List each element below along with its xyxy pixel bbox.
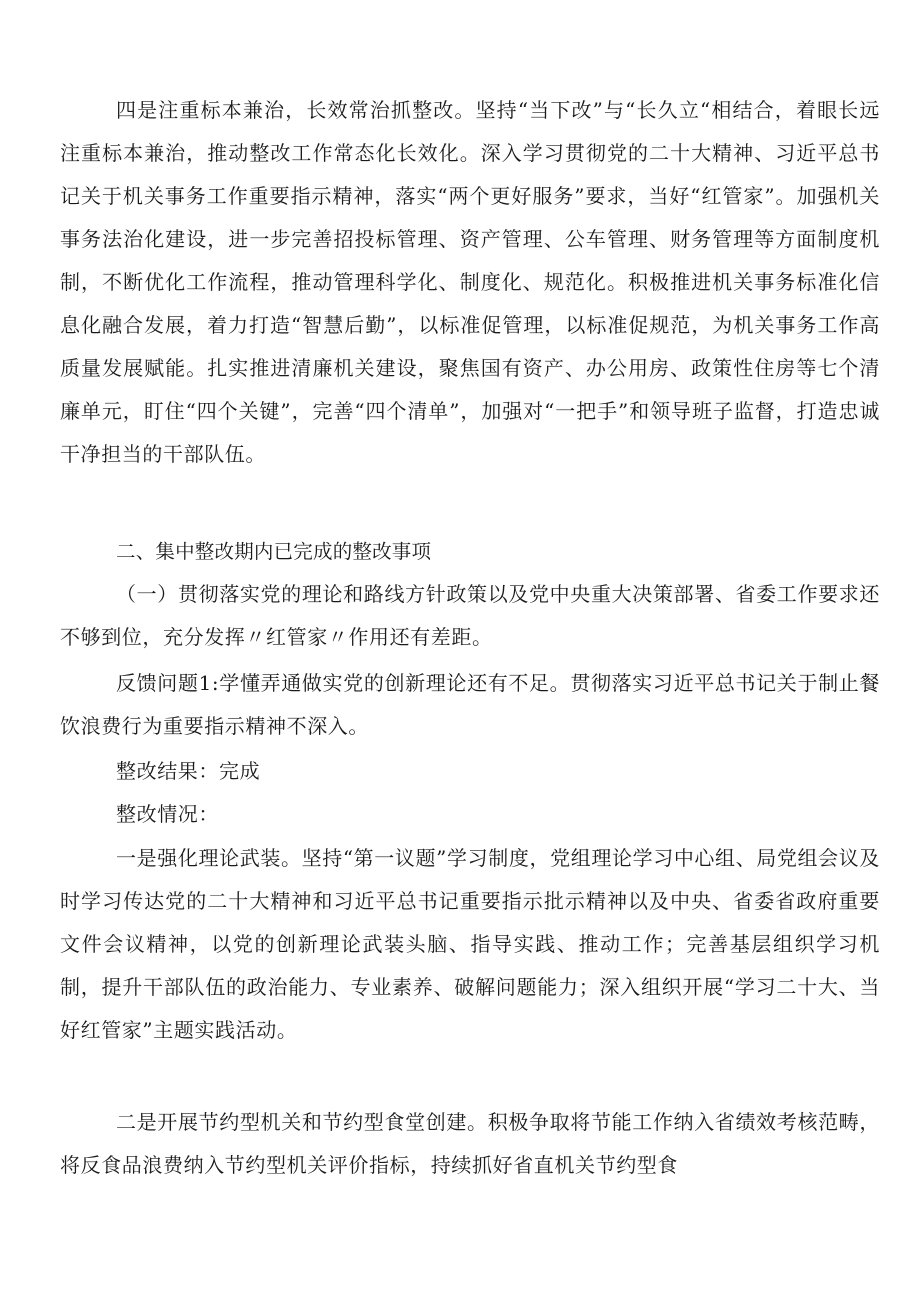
paragraph-rectification-status: 整改情况：	[116, 802, 219, 826]
paragraph-issue-category-one: （一）贯彻落实党的理论和路线方针政策以及党中央重大决策部署、省委工作要求还不够到位，充分发挥〃红管家〃作用还有差距。	[60, 582, 880, 649]
paragraph-frugal-institution: 二是开展节约型机关和节约型食堂创建。积极争取将节能工作纳入省绩效考核范畴，将反食品浪费纳入节约型机关评价指标，持续抓好省直机关节约型食	[60, 1110, 880, 1177]
paragraph-theory-armament: 一是强化理论武装。坚持“第一议题”学习制度，党组理论学习中心组、局党组会议及时学习传达党的二十大精神和习近平总书记重要指示批示精神以及中央、省委省政府重要文件会议精神，以党的创新理论武装头脑、指导实践、推动工作；完善基层组织学习机制，提升干部队伍的政治能力、专业素养、破解问题能力；深入组织开展“学习二十大、当好红管家”主题实践活动。	[60, 846, 880, 1042]
paragraph-rectification-result: 整改结果：完成	[116, 759, 261, 783]
paragraph-rectification-measures-four: 四是注重标本兼治，长效常治抓整改。坚持“当下改”与“长久立“相结合，着眼长远注重标本兼治，推动整改工作常态化长效化。深入学习贯彻党的二十大精神、习近平总书记关于机关事务工作重要指示精神，落实“两个更好服务”要求，当好“红管家”。加强机关事务法治化建设，进一步完善招投标管理、资产管理、公车管理、财务管理等方面制度机制，不断优化工作流程，推动管理科学化、制度化、规范化。积极推进机关事务标准化信息化融合发展，着力打造“智慧后勤”，以标准促管理，以标准促规范，为机关事务工作高质量发展赋能。扎实推进清廉机关建设，聚焦国有资产、办公用房、政策性住房等七个清廉单元，盯住“四个关键”，完善“四个清单”，加强对“一把手”和领导班子监督，打造忠诚干净担当的干部队伍。	[60, 98, 880, 466]
paragraph-feedback-issue-one: 反馈问题1:学懂弄通做实党的创新理论还有不足。贯彻落实习近平总书记关于制止餐饮浪费行为重要指示精神不深入。	[60, 671, 880, 738]
section-heading-completed-items: 二、集中整改期内已完成的整改事项	[116, 540, 432, 563]
